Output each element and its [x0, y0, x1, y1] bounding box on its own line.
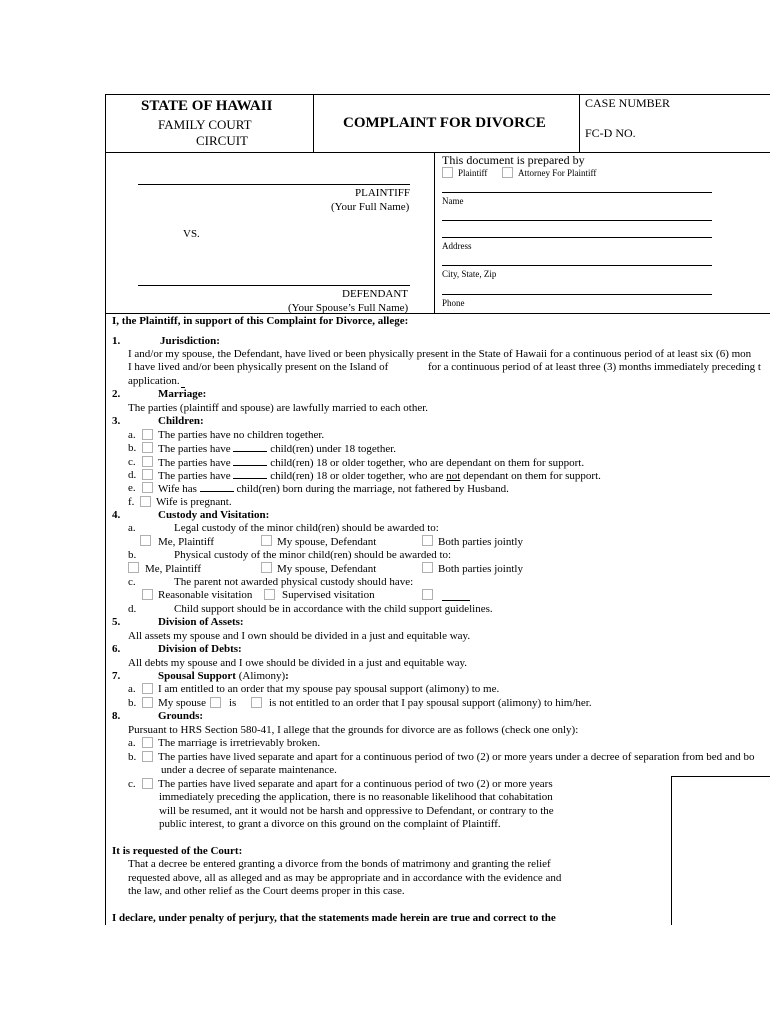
section-7-title-alimony: (Alimony): [238, 670, 286, 682]
section-6-number: 6.: [112, 643, 121, 655]
request-title: It is requested of the Court:: [112, 845, 243, 857]
section-1-line3: application.: [128, 375, 180, 387]
grounds-c-checkbox[interactable]: [142, 778, 153, 789]
physical-me-label: Me, Plaintiff: [145, 563, 202, 575]
plaintiff-label: PLAINTIFF: [355, 187, 411, 199]
children-f-checkbox[interactable]: [140, 496, 151, 507]
children-f-letter: f.: [128, 496, 135, 508]
name-line-2[interactable]: [442, 220, 712, 221]
header-bottom-line: [105, 152, 770, 153]
support-b-isnot-checkbox[interactable]: [251, 697, 262, 708]
section-8-intro: Pursuant to HRS Section 580-41, I allege that the grounds for divorce are as follows (check one only):: [128, 724, 579, 736]
defendant-name-line[interactable]: [138, 285, 410, 286]
header-divider-1: [313, 94, 314, 152]
grounds-c-line2: immediately preceding the application, there is no reasonable likelihood that cohabitation: [159, 791, 553, 803]
phone-label: Phone: [442, 298, 465, 308]
section-5-number: 5.: [112, 616, 121, 628]
vs-label: VS.: [183, 228, 200, 240]
support-b-is-label: is: [229, 697, 237, 709]
children-e-letter: e.: [128, 482, 136, 494]
header-divider-2: [579, 94, 580, 152]
supervised-visitation-checkbox[interactable]: [264, 589, 275, 600]
section-7-title-colon: :: [285, 670, 289, 682]
children-e-pre: Wife has: [158, 483, 197, 495]
grounds-b-text: The parties have lived separate and apart for a continuous period of two (2) or more years under a decree of separation from bed and bo: [158, 751, 755, 763]
prepared-plaintiff-label: Plaintiff: [458, 168, 488, 178]
other-visitation-blank[interactable]: [442, 600, 470, 601]
supervised-visitation-label: Supervised visitation: [282, 589, 375, 601]
section-3-number: 3.: [112, 415, 121, 427]
section-1-line2b: for a continuous period of at least three (3) months immediately preceding t: [428, 361, 761, 373]
legal-spouse-label: My spouse, Defendant: [277, 536, 377, 548]
children-d-post: dependant on them for support.: [463, 470, 601, 482]
city-line[interactable]: [442, 265, 712, 266]
legal-me-label: Me, Plaintiff: [158, 536, 215, 548]
parties-bottom-line: [105, 313, 770, 314]
support-b-checkbox[interactable]: [142, 697, 153, 708]
physical-both-checkbox[interactable]: [422, 562, 433, 573]
legal-both-label: Both parties jointly: [438, 536, 523, 548]
request-line2: requested above, all as alleged and as may be appropriate and in accordance with the evidence and: [128, 872, 562, 884]
section-6-title: Division of Debts:: [158, 643, 242, 655]
prepared-attorney-checkbox[interactable]: [502, 167, 513, 178]
prepared-plaintiff-checkbox[interactable]: [442, 167, 453, 178]
section-1-number: 1.: [112, 335, 121, 347]
custody-d-letter: d.: [128, 603, 137, 615]
signature-box-top: [671, 776, 770, 777]
custody-a-text: Legal custody of the minor child(ren) should be awarded to:: [174, 522, 439, 534]
section-5-title: Division of Assets:: [158, 616, 244, 628]
state-title: STATE OF HAWAII: [141, 98, 273, 114]
children-e-count-blank[interactable]: [200, 482, 234, 492]
children-c-checkbox[interactable]: [142, 456, 153, 467]
children-c-post: child(ren) 18 or older together, who are dependant on them for support.: [270, 457, 585, 469]
frame-left-line: [105, 94, 106, 925]
city-label: City, State, Zip: [442, 269, 497, 279]
grounds-b-text2: under a decree of separate maintenance.: [161, 764, 337, 776]
section-1-line2a: I have lived and/or been physically present on the Island of: [128, 361, 389, 373]
children-b-count-blank[interactable]: [233, 442, 267, 452]
section-1-title: Jurisdiction:: [160, 335, 220, 347]
prepared-divider: [434, 152, 435, 313]
custody-b-text: Physical custody of the minor child(ren) should be awarded to:: [174, 549, 452, 561]
children-c-letter: c.: [128, 456, 136, 468]
support-a-letter: a.: [128, 683, 136, 695]
section-8-title: Grounds:: [158, 710, 204, 722]
reasonable-visitation-label: Reasonable visitation: [158, 589, 253, 601]
section-2-line1: The parties (plaintiff and spouse) are lawfully married to each other.: [128, 402, 429, 414]
legal-both-checkbox[interactable]: [422, 535, 433, 546]
children-d-not: not: [446, 470, 461, 482]
section-8-number: 8.: [112, 710, 121, 722]
support-b-is-checkbox[interactable]: [210, 697, 221, 708]
intro-statement: I, the Plaintiff, in support of this Complaint for Divorce, allege:: [112, 315, 409, 327]
prepared-attorney-label: Attorney For Plaintiff: [518, 168, 597, 178]
grounds-c-line1: The parties have lived separate and apart for a continuous period of two (2) or more years: [158, 778, 553, 790]
section-3-title: Children:: [158, 415, 204, 427]
name-label: Name: [442, 196, 464, 206]
address-label: Address: [442, 241, 472, 251]
legal-me-checkbox[interactable]: [140, 535, 151, 546]
section-2-number: 2.: [112, 388, 121, 400]
custody-b-letter: b.: [128, 549, 137, 561]
support-b-pre: My spouse: [158, 697, 206, 709]
children-c-count-blank[interactable]: [233, 456, 267, 466]
children-d-mid: child(ren) 18 or older together, who are: [270, 470, 444, 482]
defendant-label: DEFENDANT: [342, 288, 408, 300]
section-7-title-main: Spousal Support: [158, 670, 236, 682]
case-number-label: CASE NUMBER: [585, 96, 671, 110]
children-d-count-blank[interactable]: [233, 469, 267, 479]
children-e-post: child(ren) born during the marriage, not fathered by Husband.: [236, 483, 509, 495]
children-a-text: The parties have no children together.: [158, 429, 325, 441]
grounds-b-checkbox[interactable]: [142, 751, 153, 762]
children-b-post: child(ren) under 18 together.: [270, 443, 397, 455]
physical-me-checkbox[interactable]: [128, 562, 139, 573]
circuit-label: CIRCUIT: [196, 133, 248, 148]
custody-a-letter: a.: [128, 522, 136, 534]
request-line1: That a decree be entered granting a divorce from the bonds of matrimony and granting the relief: [128, 858, 551, 870]
children-d-pre: The parties have: [158, 470, 231, 482]
phone-line[interactable]: [442, 294, 712, 295]
custody-d-text: Child support should be in accordance with the child support guidelines.: [174, 603, 493, 615]
grounds-c-line4: public interest, to grant a divorce on this ground on the complaint of Plaintiff.: [159, 818, 501, 830]
court-name: FAMILY COURT: [158, 117, 252, 132]
children-d-text: [158, 469, 601, 482]
grounds-c-letter: c.: [128, 778, 136, 790]
other-visitation-checkbox[interactable]: [422, 589, 433, 600]
children-b-checkbox[interactable]: [142, 442, 153, 453]
defendant-sub: (Your Spouse’s Full Name): [288, 302, 409, 314]
section-4-number: 4.: [112, 509, 121, 521]
children-f-text: Wife is pregnant.: [156, 496, 232, 508]
custody-c-letter: c.: [128, 576, 136, 588]
section-7-title: [158, 670, 289, 682]
section-7-number: 7.: [112, 670, 121, 682]
physical-spouse-label: My spouse, Defendant: [277, 563, 377, 575]
address-line[interactable]: [442, 237, 712, 238]
children-a-checkbox[interactable]: [142, 429, 153, 440]
children-d-checkbox[interactable]: [142, 469, 153, 480]
prepared-by-title: This document is prepared by: [442, 153, 585, 167]
grounds-a-text: The marriage is irretrievably broken.: [158, 737, 321, 749]
fcd-number-label: FC-D NO.: [585, 126, 636, 140]
support-b-post: is not entitled to an order that I pay spousal support (alimony) to him/her.: [269, 697, 592, 709]
document-title: COMPLAINT FOR DIVORCE: [343, 115, 546, 131]
section-6-line1: All debts my spouse and I owe should be divided in a just and equitable way.: [128, 657, 468, 669]
support-b-letter: b.: [128, 697, 137, 709]
frame-top-line: [105, 94, 770, 95]
legal-spouse-checkbox[interactable]: [261, 535, 272, 546]
name-line[interactable]: [442, 192, 712, 193]
support-a-text: I am entitled to an order that my spouse pay spousal support (alimony) to me.: [158, 683, 500, 695]
reasonable-visitation-checkbox[interactable]: [142, 589, 153, 600]
support-a-checkbox[interactable]: [142, 683, 153, 694]
children-d-letter: d.: [128, 469, 137, 481]
grounds-a-letter: a.: [128, 737, 136, 749]
declaration-text: I declare, under penalty of perjury, that the statements made herein are true and correct to the: [112, 912, 556, 924]
physical-both-label: Both parties jointly: [438, 563, 523, 575]
grounds-c-line3: will be resumed, ant it would not be harsh and oppressive to Defendant, or contrary to the: [159, 805, 554, 817]
custody-c-text: The parent not awarded physical custody should have:: [174, 576, 414, 588]
plaintiff-name-line[interactable]: [138, 184, 410, 185]
children-b-pre: The parties have: [158, 443, 231, 455]
children-c-pre: The parties have: [158, 457, 231, 469]
section-4-title: Custody and Visitation:: [158, 509, 270, 521]
children-a-letter: a.: [128, 429, 136, 441]
plaintiff-sub: (Your Full Name): [331, 201, 410, 213]
children-e-text: [158, 482, 509, 495]
section-1-line1: I and/or my spouse, the Defendant, have lived or been physically present in the State of Hawaii for a continuous period of at least six (6) mon: [128, 348, 752, 360]
physical-spouse-checkbox[interactable]: [261, 562, 272, 573]
children-b-letter: b.: [128, 442, 137, 454]
children-e-checkbox[interactable]: [142, 482, 153, 493]
children-b-text: [158, 442, 396, 455]
signature-box-left: [671, 776, 672, 925]
children-c-text: [158, 456, 584, 469]
grounds-a-checkbox[interactable]: [142, 737, 153, 748]
section-2-title: Marriage:: [158, 388, 207, 400]
request-line3: the law, and other relief as the Court deems proper in this case.: [128, 885, 405, 897]
grounds-b-letter: b.: [128, 751, 137, 763]
section-5-line1: All assets my spouse and I own should be divided in a just and equitable way.: [128, 630, 471, 642]
